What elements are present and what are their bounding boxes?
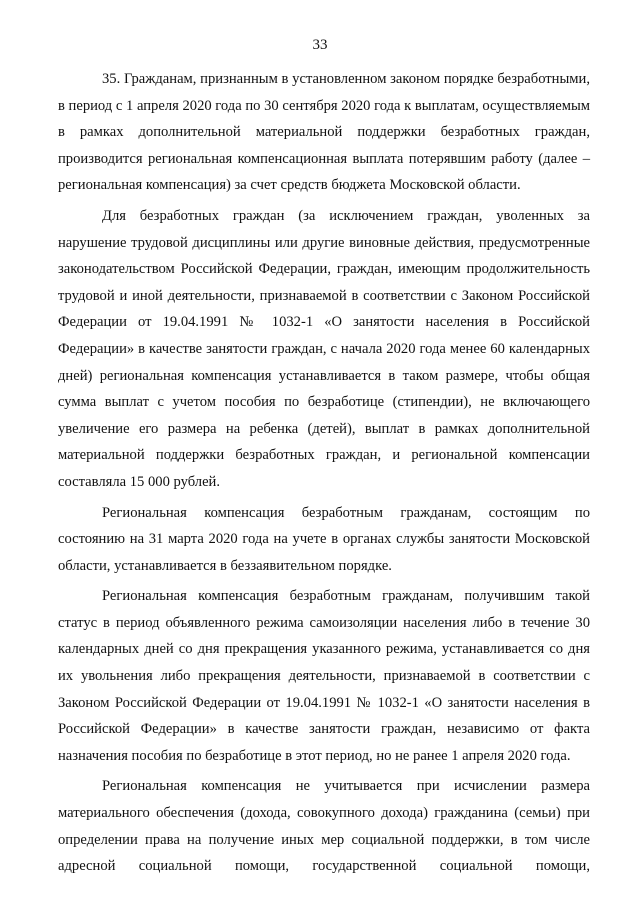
paragraph-not-counted: Региональная компенсация не учитывается при исчислении размера материального обеспечения (дохода, совокупного дохода) гражданина (семьи) при определении права на получение иных мер социальной поддержки, в том числе адресной социальной помощи, государственной социальной помощи, bbox=[58, 778, 590, 875]
paragraph-item-35: 35. Гражданам, признанным в установленном законом порядке безработными, в период с 1 апреля 2020 года по 30 сентября 2020 года к выплатам, осуществляемым в рамках дополнительной материальной поддержки безработных граждан, производится региональная компенсационная выплата потерявшим работу (далее – региональная компенсация) за счет средств бюджета Московской области. bbox=[58, 71, 590, 194]
paragraph-self-isolation-period: Региональная компенсация безработным гражданам, получившим такой статус в период объявленного режима самоизоляции населения либо в течение 30 календарных дней со дня прекращения указанного режима, устанавливается со дня их увольнения либо прекращения деятельности, признаваемой в соответствии с Законом Российской Федерации от 19.04.1991 № 1032-1 «О занятости населения в Российской Федерации» в качестве занятости граждан, независимо от факта назначения пособия по безработице в этот период, но не ранее 1 апреля 2020 года. bbox=[58, 588, 590, 764]
document-body bbox=[58, 66, 590, 884]
paragraph-compensation-amount: Для безработных граждан (за исключением граждан, уволенных за нарушение трудовой дисциплины или другие виновные действия, предусмотренные законодательством Российской Федерации, граждан, имеющим продолжительность трудовой и иной деятельности, признаваемой в соответствии с Законом Российской Федерации от 19.04.1991 № 1032-1 «О занятости населения в Российской Федерации» в качестве занятости граждан, с начала 2020 года менее 60 календарных дней) региональная компенсация устанавливается в таком размере, чтобы общая сумма выплат с учетом пособия по безработице (стипендии), не включающего увеличение его размера на ребенка (детей), выплат в рамках дополнительной материальной поддержки безработных граждан, и региональной компенсации составляла 15 000 рублей. bbox=[58, 207, 590, 490]
paragraph-registered-unemployed: Региональная компенсация безработным гражданам, состоящим по состоянию на 31 марта 2020 года на учете в органах службы занятости Московской области, устанавливается в беззаявительном порядке. bbox=[58, 504, 590, 574]
page-number: 33 bbox=[312, 37, 328, 53]
